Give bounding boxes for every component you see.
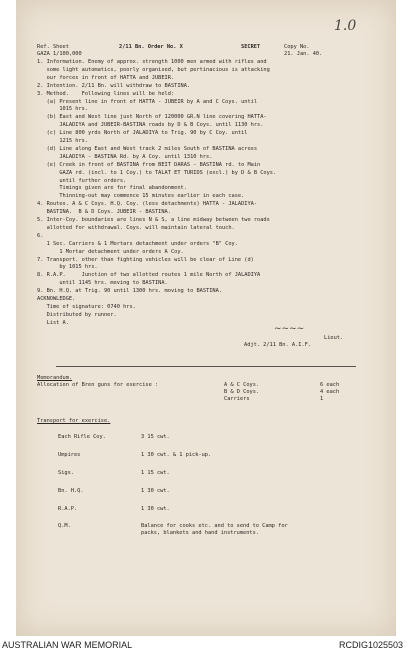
transport-unit: Q.M. (58, 523, 71, 529)
order-line: by 1015 hrs. (37, 264, 98, 271)
order-line: Thinning-out may commence 15 minutes earlier in each case. (37, 193, 245, 200)
order-line: until further orders. (37, 177, 127, 184)
archive-reference: RCDIG1025503 (338, 640, 403, 650)
transport-qty: 1 30 cwt. (141, 488, 170, 494)
order-line: our forces in front of HATTA and JUBEIR. (37, 74, 175, 81)
order-line: 9. Bn. H.Q. at Trig. 90 until 1300 hrs. moving to BASTINA. (37, 288, 222, 295)
signature-rank: Lieut. (324, 335, 344, 341)
order-line: 8. R.A.P. Junction of two allotted routes 1 mile North of JALADIYA (37, 272, 261, 279)
transport-unit: Sigs. (58, 470, 74, 476)
archive-name: AUSTRALIAN WAR MEMORIAL (2, 640, 133, 650)
order-line: 2. Intention. 2/11 Bn. will withdraw to BASTINA. (37, 82, 191, 89)
archive-footer (0, 636, 409, 653)
bren-unit: B & D Coys. (224, 389, 260, 395)
order-line: (a) Present line in front of HATTA - JUBEIR by A and C Coys. until (37, 98, 258, 105)
order-line: 3. Method. Following lines will be held: (37, 90, 175, 97)
folio-number: 1.0 (334, 18, 357, 34)
bren-qty: 6 each (320, 382, 340, 388)
map-scale: GAZA 1/100,000 (37, 51, 82, 57)
transport-title: Transport for exercise. (37, 418, 111, 424)
order-line: (c) Line 800 yrds North of JALADIYA to Trig. 90 by C Coy. until (37, 130, 248, 137)
order-line: 1 Sec. Carriers & 1 Mortars detachment under orders "B" Coy. (37, 240, 238, 247)
transport-unit: Bn. H.Q. (58, 488, 84, 494)
order-line: (e) Creek in front of BASTINA from BEIT DARAS - BASTINA rd. to Main (37, 161, 261, 168)
ref-sheet: Ref. Sheet (37, 44, 69, 50)
order-line: JALADIYA - BASTINA Rd. by A Coy. until 1310 hrs. (37, 153, 213, 160)
bren-unit: Carriers (224, 396, 250, 402)
order-line: Timings given are for final abandonment. (37, 185, 187, 192)
order-line: 1. Information. Enemy of approx. strength 1000 men armed with rifles and (37, 59, 267, 65)
order-line: 6. (37, 232, 44, 239)
classification: SECRET (241, 44, 261, 50)
transport-unit: R.A.P. (58, 506, 78, 512)
order-line: 5. Inter-Coy. boundaries are lines N & S, a line midway between two roads (37, 217, 270, 223)
order-line: 7. Transport. other than fighting vehicles will be clear of Line (d) (37, 256, 254, 263)
transport-qty: Balance for cooks etc. and to send to Camp for (141, 523, 288, 529)
transport-qty: 1 15 cwt. (141, 470, 170, 476)
order-line: ACKNOWLEDGE. (37, 296, 76, 302)
order-line: (b) East and West line just North of 120000 GR.N line covering HATTA- (37, 114, 267, 121)
transport-unit: Umpires (58, 452, 81, 458)
document-page (16, 0, 396, 636)
divider-line (56, 366, 356, 367)
order-date: 21. Jan. 40. (284, 51, 323, 57)
order-line: BASTINA. B & D Coys. JUBEIR - BASTINA. (37, 209, 171, 216)
order-line: Time of signature: 0740 hrs. (37, 303, 136, 310)
order-line: 1015 hrs. (37, 106, 89, 113)
transport-unit: Each Rifle Coy. (58, 434, 106, 440)
transport-qty: 1 30 cwt. (141, 506, 170, 512)
order-line: GAZA rd. (incl. to 1 Coy.) to TALAT ET TURIDS (excl.) by D & B Coys. (37, 169, 277, 176)
bren-unit: A & C Coys. (224, 382, 260, 388)
order-line: Distributed by runner. (37, 311, 117, 318)
order-number: 2/11 Bn. Order No. X (119, 44, 183, 50)
order-line: 4. Routes. A & C Coys. H.Q. Coy. (less detachments) HATTA - JALADIYA- (37, 201, 258, 208)
order-line: 1215 hrs. (37, 138, 89, 144)
memo-intro: Allocation of Bren guns for exercise : (37, 382, 159, 388)
order-line: (d) Line along East and West track 2 miles South of BASTINA across (37, 145, 258, 152)
order-line: JALADIYA and JUBEIR-BASTINA roads by D & B Coys. until 1130 hrs. (37, 122, 264, 129)
memo-title: Memorandum. (37, 375, 73, 381)
order-line: until 1145 hrs. moving to BASTINA. (37, 280, 168, 287)
transport-qty: 3 15 cwt. (141, 434, 170, 440)
order-line: List A. (37, 319, 69, 326)
order-line: some light automatics, poorly organised, but pertinacious is attacking (37, 66, 270, 73)
signature-appointment: Adjt. 2/11 Bn. A.I.F. (244, 342, 311, 348)
transport-qty: 1 30 cwt. & 1 pick-up. (141, 452, 212, 458)
copy-number: Copy No. (284, 44, 310, 50)
bren-qty: 4 each (320, 389, 340, 395)
order-line: allotted for withdrawal. Coys. will maintain lateral touch. (37, 224, 235, 231)
transport-qty: packs, blankets and hand instruments. (141, 530, 259, 536)
handwritten-signature: ~~~~ (274, 324, 305, 334)
bren-qty: 1 (320, 396, 324, 402)
order-line: 1 Mortar detachment under orders A Coy. (37, 248, 184, 255)
